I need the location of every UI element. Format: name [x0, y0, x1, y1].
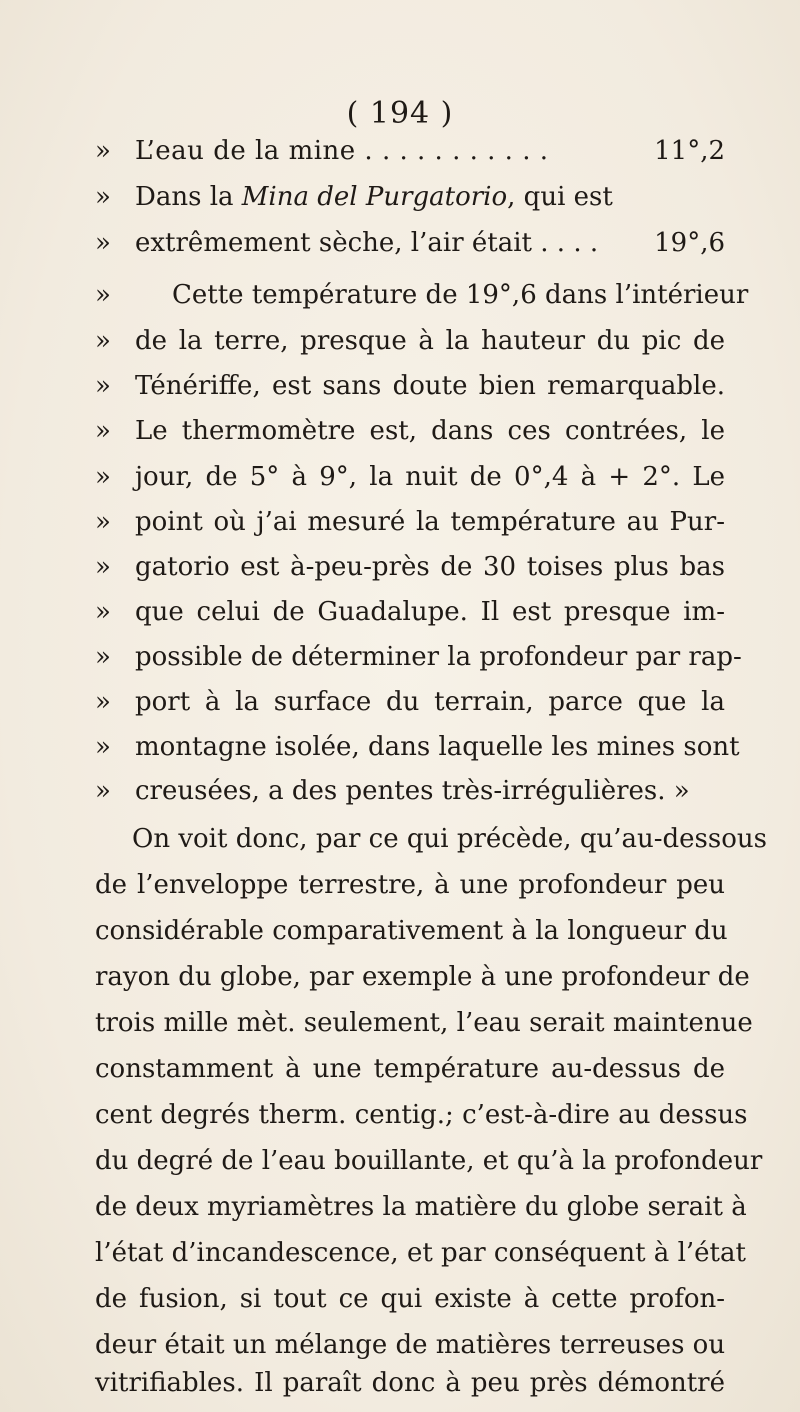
- paragraph-text: cent degrés therm. centig.; c’est-à-dire au dessus: [95, 1100, 748, 1130]
- paragraph-text: vitrifiables. Il paraît donc à peu près démontré: [95, 1368, 725, 1398]
- guillemet: »: [95, 642, 111, 672]
- guillemet: »: [95, 687, 111, 717]
- quote-line-2: [95, 174, 725, 220]
- quote-text: montagne isolée, dans laquelle les mines sont: [135, 732, 740, 762]
- paragraph-line-10: [95, 1230, 746, 1276]
- quote-line-12: [95, 634, 742, 680]
- paragraph-text: rayon du globe, par exemple à une profondeur de: [95, 962, 750, 992]
- paragraph-line-9: [95, 1184, 747, 1230]
- quote-text: de la terre, presque à la hauteur du pic de: [135, 326, 725, 356]
- guillemet: »: [95, 507, 111, 537]
- quote-text: jour, de 5° à 9°, la nuit de 0°,4 à + 2°. Le: [135, 462, 725, 492]
- quote-line-6: [95, 363, 725, 409]
- mine-name: Mina del Purgatorio: [241, 182, 508, 212]
- quote-line-13: [95, 679, 725, 725]
- paragraph-line-3: [95, 908, 728, 954]
- paragraph-text: de l’enveloppe terrestre, à une profondeur peu: [95, 870, 725, 900]
- paragraph-text: considérable comparativement à la longueur du: [95, 916, 728, 946]
- paragraph-line-8: [95, 1138, 763, 1184]
- quote-line-11: [95, 589, 725, 635]
- paragraph-line-6: [95, 1046, 725, 1092]
- quote-text: Le thermomètre est, dans ces contrées, le: [135, 416, 725, 446]
- paragraph-line-2: [95, 862, 725, 908]
- page-number: ( 194 ): [346, 96, 454, 131]
- paragraph-text: l’état d’incandescence, et par conséquent à l’état: [95, 1238, 746, 1268]
- quote-line-3: [95, 220, 725, 266]
- quote-line-15: [95, 768, 725, 814]
- paragraph-line-4: [95, 954, 750, 1000]
- paragraph-text: du degré de l’eau bouillante, et qu’à la profondeur: [95, 1146, 763, 1176]
- temperature-value: 11°,2: [654, 136, 725, 166]
- guillemet: »: [95, 416, 111, 446]
- guillemet: »: [95, 228, 111, 258]
- guillemet: »: [95, 552, 111, 582]
- quote-text: L’eau de la mine . . . . . . . . . . .: [135, 136, 549, 166]
- quote-text: Cette température de 19°,6 dans l’intérieur: [172, 280, 749, 310]
- paragraph-line-1: [95, 816, 767, 862]
- paragraph-text: trois mille mèt. seulement, l’eau serait maintenue: [95, 1008, 753, 1038]
- quote-text: point où j’ai mesuré la température au Pur-: [135, 507, 725, 537]
- quote-text: port à la surface du terrain, parce que la: [135, 687, 725, 717]
- quote-line-8: [95, 454, 725, 500]
- paragraph-text: de fusion, si tout ce qui existe à cette profon-: [95, 1284, 725, 1314]
- paragraph-text: constamment à une température au-dessus de: [95, 1054, 725, 1084]
- quote-text: Ténériffe, est sans doute bien remarquable.: [135, 371, 725, 401]
- guillemet: »: [95, 597, 111, 627]
- quote-text: creusées, a des pentes très-irrégulières. »: [135, 776, 690, 806]
- temperature-value: 19°,6: [654, 228, 725, 258]
- paragraph-text: deur était un mélange de matières terreuses ou: [95, 1330, 726, 1360]
- quote-line-10: [95, 544, 725, 590]
- paragraph-line-11: [95, 1276, 725, 1322]
- guillemet: »: [95, 462, 111, 492]
- guillemet: »: [95, 776, 111, 806]
- paragraph-line-13: [95, 1360, 725, 1406]
- quote-text: gatorio est à-peu-près de 30 toises plus bas: [135, 552, 725, 582]
- quote-text: possible de déterminer la profondeur par rap-: [135, 642, 742, 672]
- guillemet: »: [95, 182, 111, 212]
- quote-text: que celui de Guadalupe. Il est presque im-: [135, 597, 725, 627]
- guillemet: »: [95, 371, 111, 401]
- quote-line-7: [95, 408, 725, 454]
- quote-line-9: [95, 499, 725, 545]
- guillemet: »: [95, 280, 111, 310]
- paragraph-text: On voit donc, par ce qui précède, qu’au-dessous: [132, 824, 767, 854]
- guillemet: »: [95, 326, 111, 356]
- quote-line-1: [95, 128, 725, 174]
- paragraph-line-5: [95, 1000, 753, 1046]
- quote-line-4: [95, 272, 749, 318]
- paragraph-text: de deux myriamètres la matière du globe serait à: [95, 1192, 747, 1222]
- quote-text: extrêmement sèche, l’air était . . . .: [135, 228, 599, 258]
- guillemet: »: [95, 136, 111, 166]
- quote-text: Dans la Mina del Purgatorio, qui est: [135, 182, 613, 212]
- paragraph-line-7: [95, 1092, 748, 1138]
- quote-line-5: [95, 318, 725, 364]
- quote-line-14: [95, 724, 740, 770]
- guillemet: »: [95, 732, 111, 762]
